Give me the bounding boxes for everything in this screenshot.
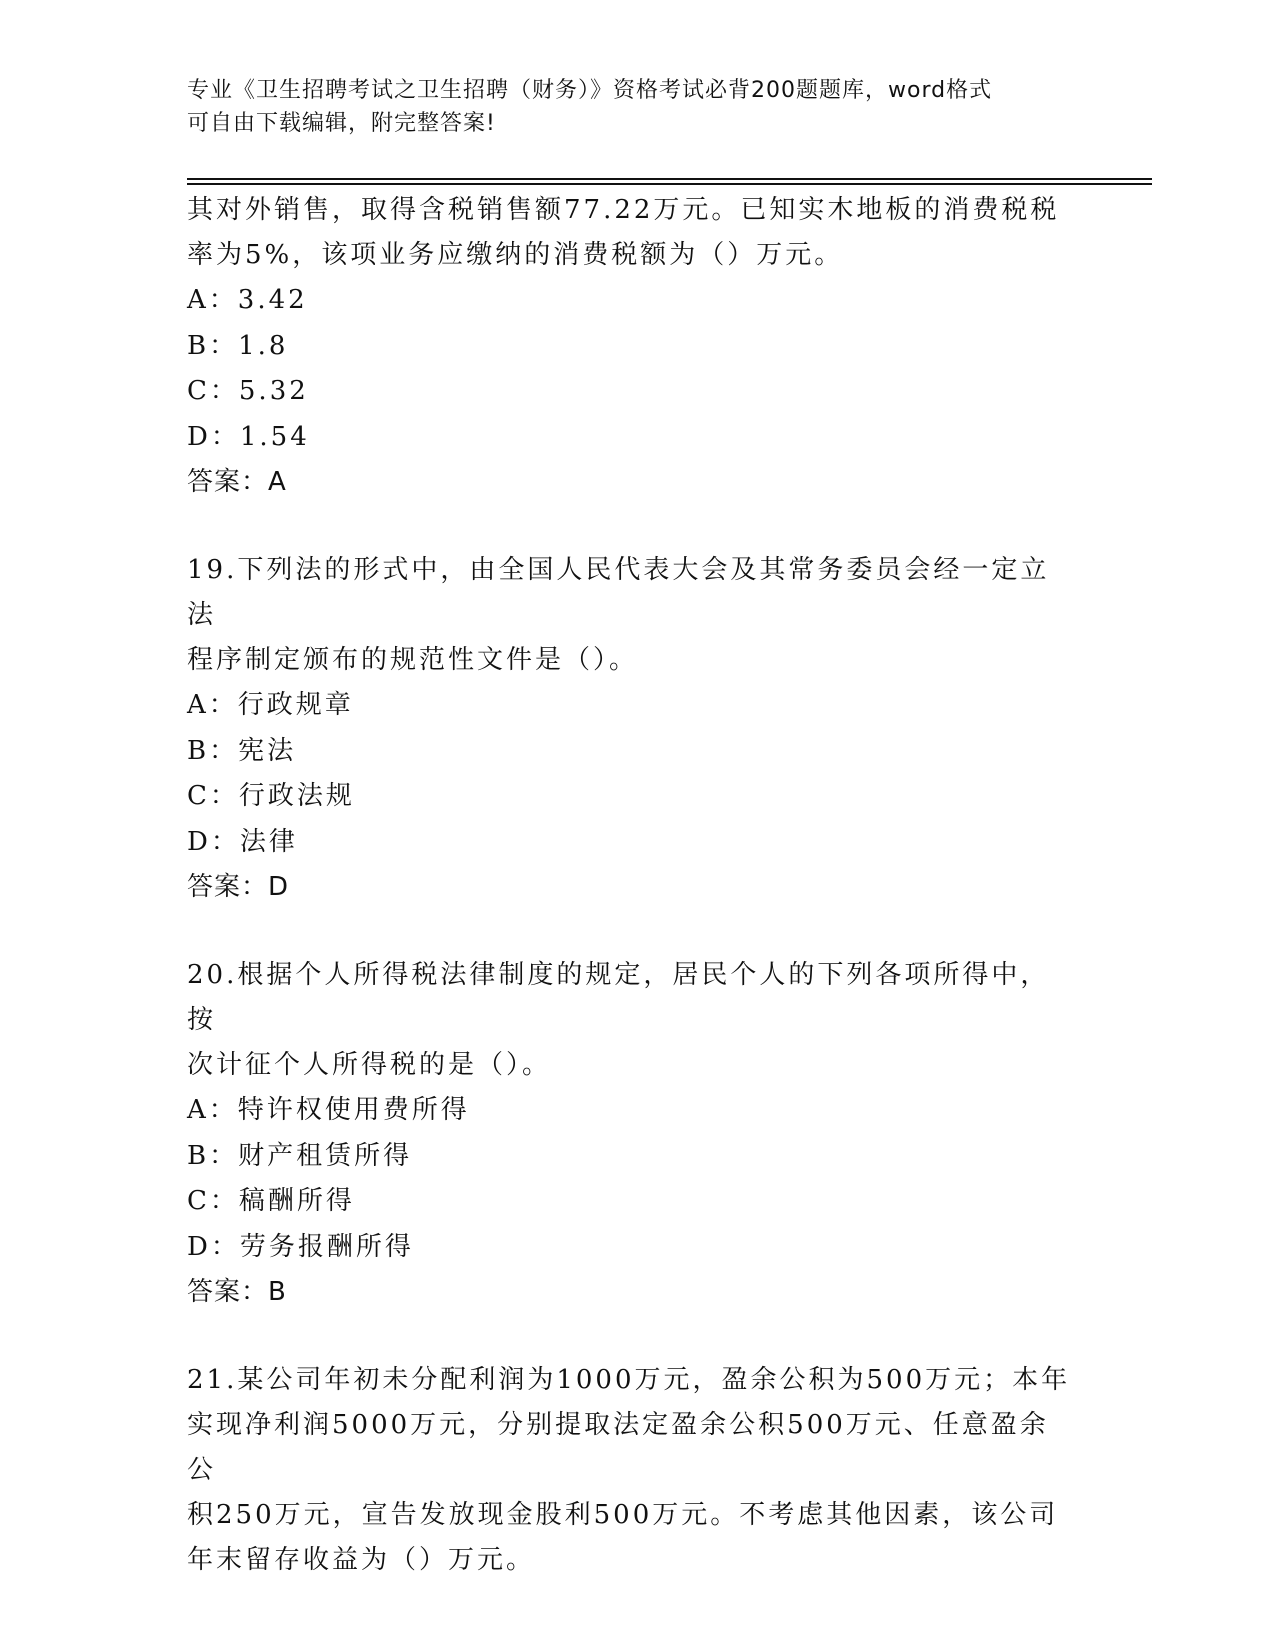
option-a: A：3.42	[187, 285, 308, 315]
option-a: A：特许权使用费所得	[187, 1095, 470, 1125]
question-19	[187, 548, 1077, 909]
option-d: D：法律	[187, 826, 298, 857]
question-21	[187, 1358, 1077, 1583]
header-divider	[187, 178, 1152, 185]
question-text	[187, 1358, 1077, 1583]
document-header	[187, 74, 1087, 140]
option-b: B：宪法	[187, 735, 297, 766]
question-text-line: 其对外销售，取得含税销售额77.22万元。已知实木地板的消费税税	[187, 195, 1060, 225]
option-c: C：5.32	[187, 376, 309, 406]
option-a: A：行政规章	[187, 690, 354, 720]
question-text	[187, 953, 1077, 1088]
question-text-line: 实现净利润5000万元，分别提取法定盈余公积500万元、任意盈余公	[187, 1410, 1049, 1485]
option-d: D：1.54	[187, 421, 310, 452]
option-b: B：1.8	[187, 330, 289, 361]
header-title-line-1: 专业《卫生招聘考试之卫生招聘（财务）》资格考试必背200题题库，word格式	[187, 78, 993, 103]
question-18-continued	[187, 188, 1077, 504]
question-20	[187, 953, 1077, 1314]
question-text-line: 程序制定颁布的规范性文件是（）。	[187, 645, 639, 675]
answer-line: 答案：A	[187, 467, 287, 497]
answer-line: 答案：D	[187, 872, 290, 902]
question-text-line: 率为5%，该项业务应缴纳的消费税额为（）万元。	[187, 240, 844, 270]
question-text-line: 积250万元，宣告发放现金股利500万元。不考虑其他因素，该公司	[187, 1500, 1059, 1530]
question-text	[187, 188, 1077, 278]
question-text-line: 年末留存收益为（）万元。	[187, 1545, 536, 1575]
question-text-line: 21.某公司年初未分配利润为1000万元，盈余公积为500万元；本年	[187, 1365, 1071, 1395]
question-text-line: 次计征个人所得税的是（）。	[187, 1050, 552, 1080]
question-text-line: 20.根据个人所得税法律制度的规定，居民个人的下列各项所得中，按	[187, 960, 1050, 1035]
question-text-line: 19.下列法的形式中，由全国人民代表大会及其常务委员会经一定立法	[187, 555, 1050, 630]
header-title-line-2: 可自由下载编辑，附完整答案!	[187, 111, 496, 136]
question-list	[187, 188, 1077, 1627]
option-c: C：行政法规	[187, 781, 355, 811]
option-d: D：劳务报酬所得	[187, 1231, 414, 1262]
option-b: B：财产租赁所得	[187, 1140, 413, 1171]
question-text	[187, 548, 1077, 683]
option-c: C：稿酬所得	[187, 1186, 355, 1216]
answer-line: 答案：B	[187, 1277, 287, 1307]
